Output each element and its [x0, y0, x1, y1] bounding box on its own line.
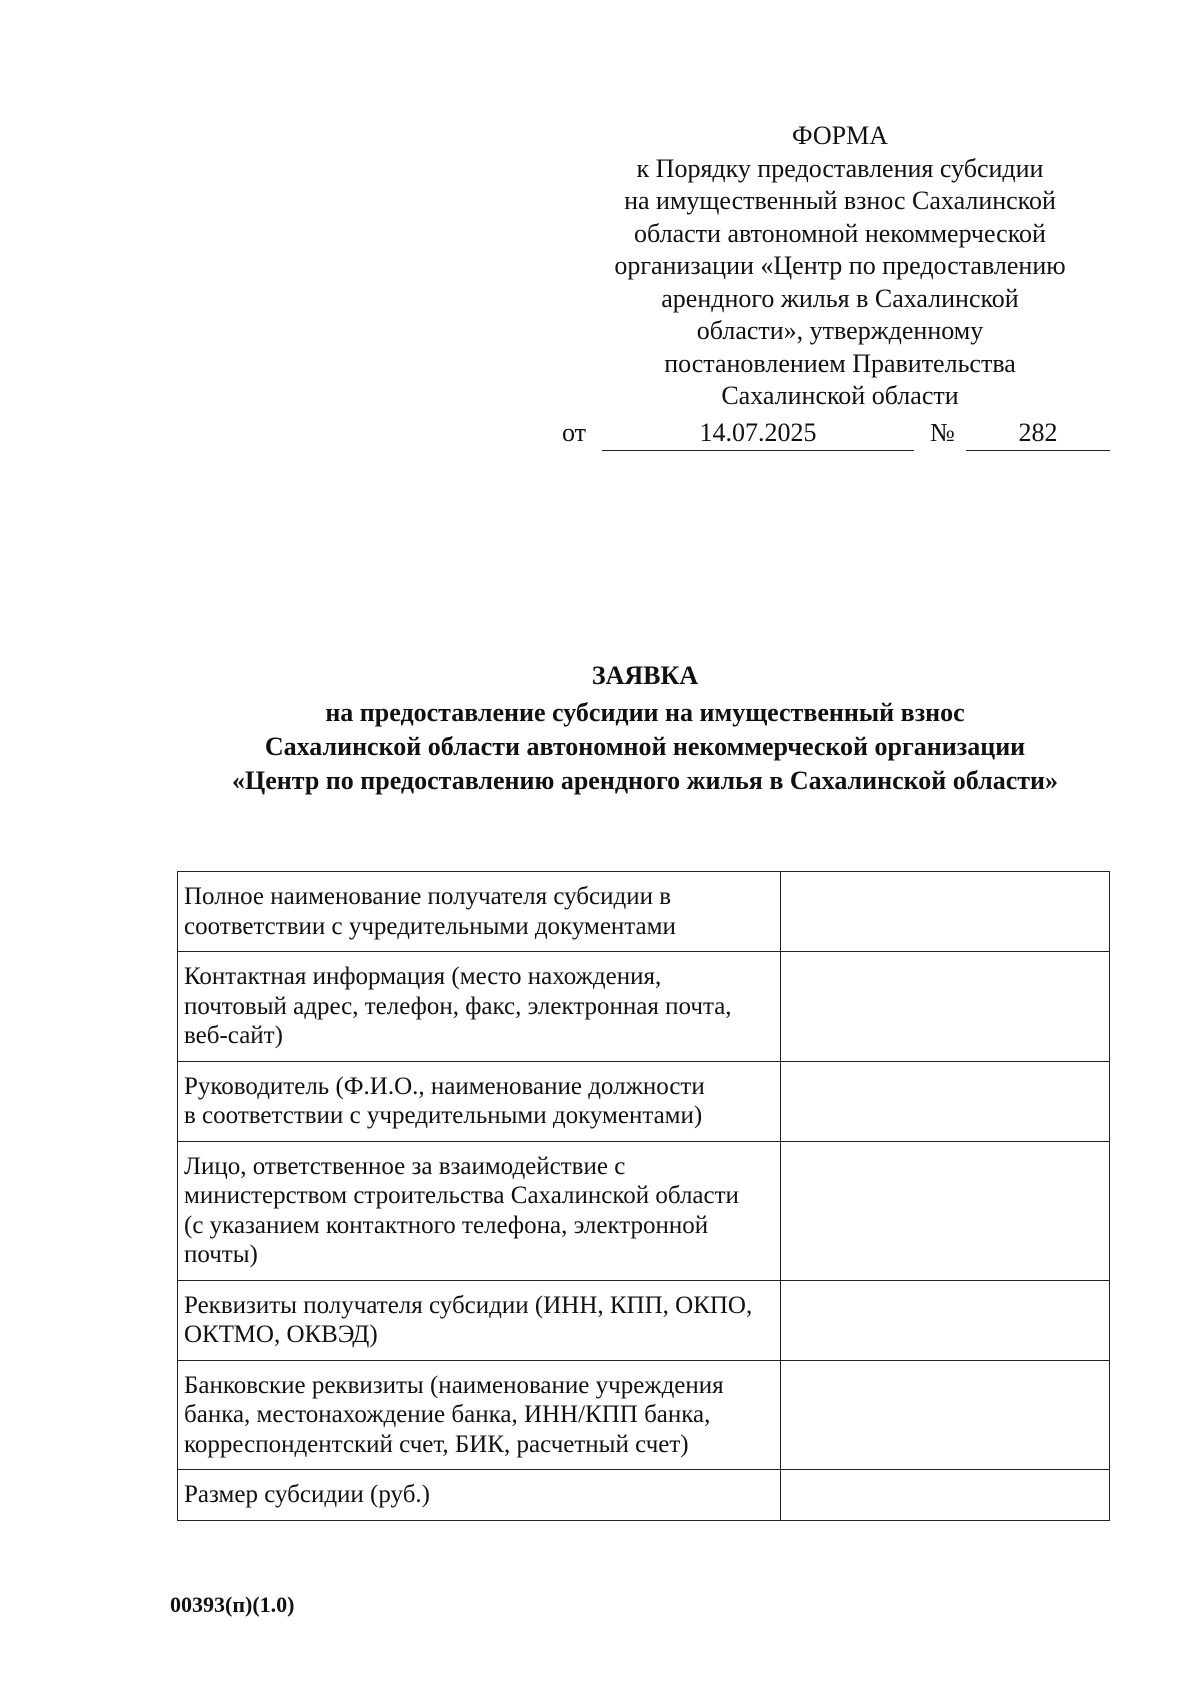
resolution-date: 14.07.2025: [602, 418, 914, 451]
field-label: Руководитель (Ф.И.О., наименование должности в соответствии с учредительными документами): [178, 1061, 781, 1141]
field-value-cell[interactable]: [781, 1061, 1110, 1141]
approval-line: на имущественный взнос Сахалинской: [624, 186, 1056, 215]
field-label: Реквизиты получателя субсидии (ИНН, КПП, ОКПО, ОКТМО, ОКВЭД): [178, 1280, 781, 1360]
date-prefix: от: [562, 418, 587, 447]
approval-line: арендного жилья в Сахалинской: [661, 283, 1019, 313]
table-row: [178, 952, 1110, 1062]
field-label: Размер субсидии (руб.): [178, 1470, 781, 1521]
field-value-cell[interactable]: [781, 1280, 1110, 1360]
document-title: ЗАЯВКА: [591, 661, 699, 690]
field-label: Лицо, ответственное за взаимодействие с министерством строительства Сахалинской области (с указанием контактного телефона, электронной почты): [178, 1141, 781, 1280]
field-label: Банковские реквизиты (наименование учреждения банка, местонахождение банка, ИНН/КПП банка, корреспондентский счет, БИК, расчетный счет): [178, 1360, 781, 1470]
field-label: Контактная информация (место нахождения, почтовый адрес, телефон, факс, электронная почта, веб-сайт): [178, 952, 781, 1062]
approval-line: области автономной некоммерческой: [634, 218, 1046, 248]
table-row: [178, 1280, 1110, 1360]
field-value-cell[interactable]: [781, 1141, 1110, 1280]
application-form-table: [177, 871, 1110, 1521]
resolution-number: 282: [966, 418, 1110, 451]
table-row: [178, 1360, 1110, 1470]
document-subtitle-line: на предоставление субсидии на имущественный взнос: [325, 698, 965, 727]
document-heading: [150, 658, 1140, 798]
table-row: [178, 1141, 1110, 1280]
form-label: ФОРМА: [792, 121, 888, 150]
number-sign: №: [930, 418, 955, 447]
approval-line: организации «Центр по предоставлению: [614, 251, 1066, 280]
approval-block: [600, 120, 1080, 413]
field-label: Полное наименование получателя субсидии в соответствии с учредительными документами: [178, 872, 781, 952]
approval-line: к Порядку предоставления субсидии: [636, 153, 1044, 183]
field-value-cell[interactable]: [781, 872, 1110, 952]
document-code: 00393(п)(1.0): [170, 1592, 295, 1617]
table-row: [178, 1470, 1110, 1521]
approval-line: постановлением Правительства: [664, 348, 1016, 378]
approval-line: Сахалинской области: [721, 381, 959, 410]
resolution-date-row: [562, 418, 1110, 452]
field-value-cell[interactable]: [781, 952, 1110, 1062]
document-subtitle-line: Сахалинской области автономной некоммерческой организации: [264, 732, 1026, 761]
approval-line: области», утвержденному: [696, 316, 984, 345]
field-value-cell[interactable]: [781, 1470, 1110, 1521]
field-value-cell[interactable]: [781, 1360, 1110, 1470]
table-row: [178, 872, 1110, 952]
document-subtitle-line: «Центр по предоставлению арендного жилья в Сахалинской области»: [232, 766, 1058, 795]
table-row: [178, 1061, 1110, 1141]
